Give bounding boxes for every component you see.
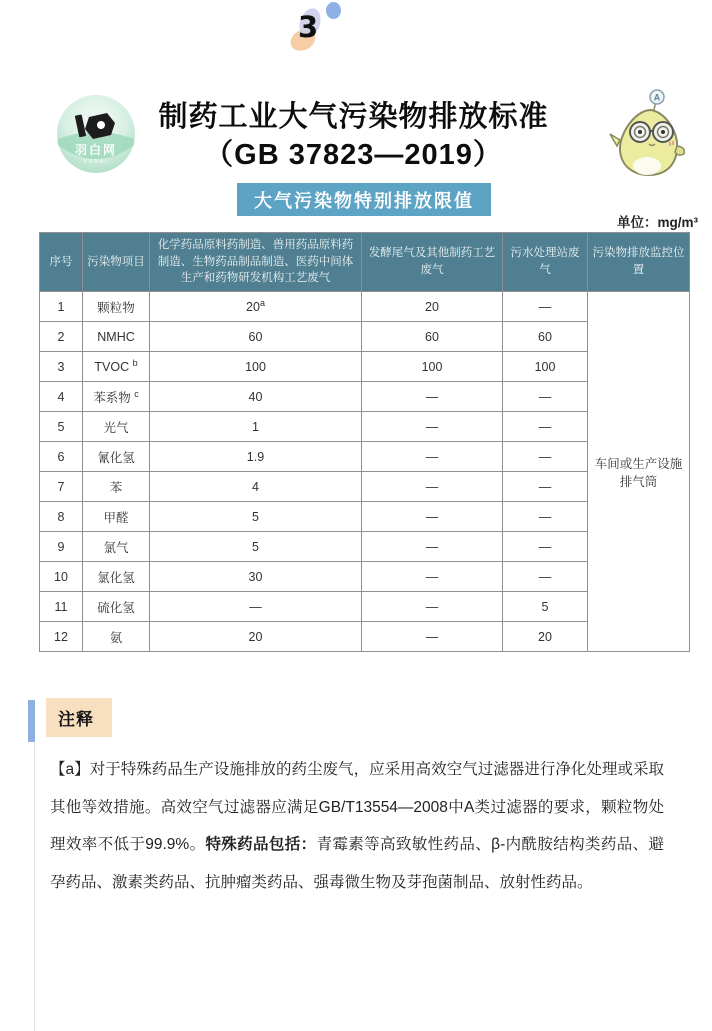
note-a-part1: 【a】对于特殊药品生产设施排放的药尘废气，应采用高效空气过滤器进行净化处理或采取其他等效措施。高效空气过滤器应满足GB/T13554—2008中A类过滤器的要求，颗粒物处理效率不低于99.9%。 xyxy=(50,761,664,853)
limit-chemical: 30 xyxy=(150,562,362,592)
svg-text:A: A xyxy=(653,92,661,103)
row-no: 10 xyxy=(40,562,83,592)
row-no: 8 xyxy=(40,502,83,532)
limit-fermentation: — xyxy=(362,502,503,532)
note-a-bold: 特殊药品包括： xyxy=(205,836,317,853)
limit-chemical: 4 xyxy=(150,472,362,502)
limit-chemical: 5 xyxy=(150,532,362,562)
pollutant-name: 苯系物 $^c$ xyxy=(83,382,150,412)
limit-chemical: 1 xyxy=(150,412,362,442)
col-header-pollutant: 污染物项目 xyxy=(83,233,150,292)
pollutant-name: 氯化氢 xyxy=(83,562,150,592)
row-no: 9 xyxy=(40,532,83,562)
row-no: 5 xyxy=(40,412,83,442)
limit-wastewater: — xyxy=(503,442,588,472)
note-a-text xyxy=(50,751,664,901)
limit-wastewater: — xyxy=(503,532,588,562)
row-no: 2 xyxy=(40,322,83,352)
pollutant-name: NMHC xyxy=(83,322,150,352)
page-number-cluster xyxy=(286,0,356,56)
title-line-2: （GB 37823—2019） xyxy=(204,138,503,171)
limit-chemical: — xyxy=(150,592,362,622)
limit-fermentation: 20 xyxy=(362,292,503,322)
section-banner: 大气污染物特别排放限值 xyxy=(237,183,491,216)
pollutant-name: 苯 xyxy=(83,472,150,502)
limit-chemical: 100 xyxy=(150,352,362,382)
limit-wastewater: — xyxy=(503,472,588,502)
limit-wastewater: — xyxy=(503,562,588,592)
row-no: 7 xyxy=(40,472,83,502)
col-header-monitor-location: 污染物排放监控位置 xyxy=(588,233,690,292)
row-no: 3 xyxy=(40,352,83,382)
page-title xyxy=(100,99,607,173)
limit-fermentation: — xyxy=(362,382,503,412)
note-a-part2: 青霉素等高致敏性药品、β-内酰胺结构类药品、避孕药品、激素类药品、抗肿瘤类药品、强毒微生物及芽孢菌制品、放射性药品。 xyxy=(50,836,664,891)
limit-chemical: 60 xyxy=(150,322,362,352)
limit-fermentation: — xyxy=(362,532,503,562)
pollutant-name: 甲醛 xyxy=(83,502,150,532)
mascot xyxy=(607,88,712,185)
pollutant-name: TVOC $^b$ xyxy=(83,352,150,382)
col-header-fermentation-waste-gas: 发酵尾气及其他制药工艺废气 xyxy=(362,233,503,292)
limit-fermentation: — xyxy=(362,472,503,502)
unit-label: 单位：mg/m³ xyxy=(617,215,698,230)
limit-fermentation: — xyxy=(362,622,503,652)
pollutant-name: 颗粒物 xyxy=(83,292,150,322)
notes-accent-bar xyxy=(28,700,35,742)
limit-chemical: 20 xyxy=(150,622,362,652)
row-no: 6 xyxy=(40,442,83,472)
limit-fermentation: — xyxy=(362,442,503,472)
notes-label: 注释 xyxy=(46,698,112,737)
limit-fermentation: 100 xyxy=(362,352,503,382)
svg-text:羽白网: 羽白网 xyxy=(74,143,118,157)
limit-chemical: 40 xyxy=(150,382,362,412)
pollutant-name: 光气 xyxy=(83,412,150,442)
limit-chemical: 1.9 xyxy=(150,442,362,472)
mascot-bird-icon xyxy=(607,88,695,180)
pollutant-name: 氰化氢 xyxy=(83,442,150,472)
limit-wastewater: — xyxy=(503,292,588,322)
deco-blue-dot xyxy=(326,2,341,19)
page-number: 3 xyxy=(298,10,319,44)
col-header-chemical-waste-gas: 化学药品原料药制造、兽用药品原料药制造、生物药品制品制造、医药中间体生产和药物研发机构工艺废气 xyxy=(150,233,362,292)
row-no: 1 xyxy=(40,292,83,322)
col-header-no: 序号 xyxy=(40,233,83,292)
limit-fermentation: — xyxy=(362,412,503,442)
table-header-row xyxy=(40,233,690,292)
pollutant-name: 硫化氢 xyxy=(83,592,150,622)
svg-text:YUBAI: YUBAI xyxy=(83,159,109,165)
title-line-1: 制药工业大气污染物排放标准 xyxy=(158,101,549,134)
limit-wastewater: 100 xyxy=(503,352,588,382)
yubai-logo xyxy=(0,93,118,180)
row-no: 4 xyxy=(40,382,83,412)
limit-chemical: 20$^a$ xyxy=(150,292,362,322)
pollutant-name: 氨 xyxy=(83,622,150,652)
col-header-wastewater-station: 污水处理站废气 xyxy=(503,233,588,292)
row-no: 11 xyxy=(40,592,83,622)
limit-chemical: 5 xyxy=(150,502,362,532)
limit-wastewater: 5 xyxy=(503,592,588,622)
row-no: 12 xyxy=(40,622,83,652)
limit-wastewater: — xyxy=(503,502,588,532)
notes-left-rail xyxy=(34,702,35,1031)
table-row xyxy=(40,292,690,322)
header xyxy=(0,88,712,185)
emission-limits-table xyxy=(39,232,690,652)
limit-wastewater: — xyxy=(503,382,588,412)
limit-fermentation: 60 xyxy=(362,322,503,352)
limit-wastewater: — xyxy=(503,412,588,442)
limit-fermentation: — xyxy=(362,592,503,622)
limit-fermentation: — xyxy=(362,562,503,592)
limit-wastewater: 20 xyxy=(503,622,588,652)
monitor-location-cell: 车间或生产设施排气筒 xyxy=(588,292,690,652)
limit-wastewater: 60 xyxy=(503,322,588,352)
pollutant-name: 氯气 xyxy=(83,532,150,562)
